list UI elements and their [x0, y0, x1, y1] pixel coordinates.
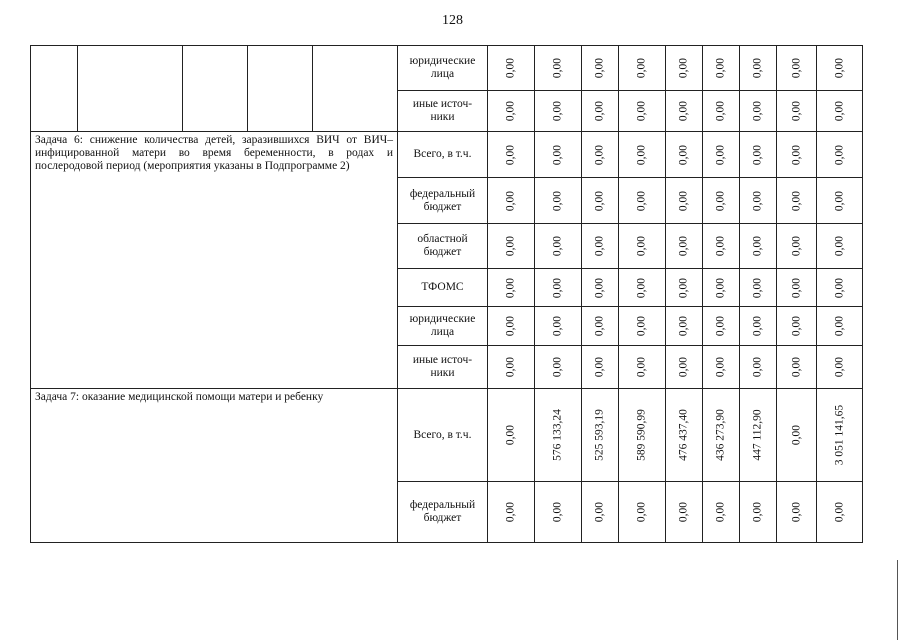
value-cell	[703, 224, 740, 269]
value-cell	[535, 224, 582, 269]
value-cell	[488, 389, 535, 482]
value-text: 589 590,99	[635, 409, 648, 461]
value-text: 0,00	[714, 235, 727, 257]
value-text: 0,00	[714, 277, 727, 298]
funding-source-cell: юридические лица	[398, 307, 488, 346]
funding-source-cell: иные источ-ники	[398, 91, 488, 132]
value-text: 0,00	[593, 57, 606, 79]
value-cell	[777, 132, 817, 178]
value-text: 0,00	[677, 100, 690, 122]
value-cell	[619, 178, 666, 224]
value-cell	[582, 132, 619, 178]
empty-cell	[183, 46, 248, 132]
task-6-title: Задача 6: снижение количества детей, заразившихся ВИЧ от ВИЧ–инфицированной матери во время беременности, в родах и послеродовой период (мероприятия указаны в Подпрограмме 2)	[31, 132, 398, 389]
value-text: 0,00	[790, 57, 802, 79]
value-text: 0,00	[635, 100, 648, 122]
value-cell	[619, 389, 666, 482]
table-row	[31, 46, 863, 91]
value-cell	[582, 46, 619, 91]
funding-source-cell: областной бюджет	[398, 224, 488, 269]
value-text: 0,00	[551, 57, 564, 79]
value-cell	[740, 482, 777, 543]
value-text: 0,00	[504, 144, 517, 165]
value-text: 0,00	[635, 277, 648, 298]
value-text: 0,00	[504, 501, 517, 523]
value-text: 0,00	[504, 57, 517, 79]
value-text: 0,00	[833, 356, 845, 378]
value-text: 0,00	[714, 501, 727, 523]
value-cell	[619, 132, 666, 178]
value-cell	[740, 346, 777, 389]
value-text: 0,00	[790, 356, 802, 378]
value-text: 0,00	[635, 235, 648, 257]
value-cell	[740, 132, 777, 178]
value-cell	[582, 482, 619, 543]
funding-source-cell: Всего, в т.ч.	[398, 389, 488, 482]
value-text: 0,00	[504, 424, 517, 446]
value-text: 0,00	[635, 315, 648, 337]
task-7-title: Задача 7: оказание медицинской помощи матери и ребенку	[31, 389, 398, 543]
scan-edge-line	[897, 560, 898, 640]
value-cell	[777, 307, 817, 346]
value-cell	[488, 46, 535, 91]
value-text: 3 051 141,65	[833, 404, 845, 466]
value-cell	[582, 91, 619, 132]
value-cell	[582, 178, 619, 224]
value-text: 476 437,40	[677, 409, 690, 461]
value-text: 0,00	[635, 144, 648, 165]
value-cell	[740, 46, 777, 91]
value-cell	[817, 224, 863, 269]
value-cell	[488, 307, 535, 346]
value-text: 0,00	[833, 57, 845, 79]
value-cell	[703, 346, 740, 389]
value-cell	[740, 178, 777, 224]
value-cell	[703, 389, 740, 482]
value-cell	[817, 389, 863, 482]
value-cell	[666, 482, 703, 543]
value-text: 0,00	[833, 315, 845, 337]
value-cell	[777, 269, 817, 307]
empty-cell	[248, 46, 313, 132]
value-text: 0,00	[790, 235, 802, 257]
value-text: 0,00	[593, 190, 606, 211]
value-text: 0,00	[593, 315, 606, 337]
value-text: 0,00	[593, 235, 606, 257]
value-text: 0,00	[751, 57, 764, 79]
value-cell	[619, 482, 666, 543]
value-text: 447 112,90	[751, 409, 764, 461]
table-row	[31, 132, 863, 178]
value-cell	[666, 132, 703, 178]
value-text: 0,00	[833, 235, 845, 257]
value-cell	[666, 224, 703, 269]
funding-source-cell: ТФОМС	[398, 269, 488, 307]
value-text: 0,00	[504, 235, 517, 257]
value-text: 0,00	[635, 501, 648, 523]
value-cell	[666, 389, 703, 482]
value-text: 0,00	[677, 356, 690, 378]
value-text: 525 593,19	[593, 409, 606, 461]
value-cell	[666, 307, 703, 346]
table-row	[31, 389, 863, 482]
value-cell	[817, 269, 863, 307]
value-text: 0,00	[714, 144, 727, 165]
value-cell	[535, 91, 582, 132]
value-text: 0,00	[833, 100, 845, 122]
value-cell	[666, 346, 703, 389]
value-text: 0,00	[751, 356, 764, 378]
value-text: 0,00	[677, 315, 690, 337]
value-text: 576 133,24	[551, 409, 564, 461]
value-text: 0,00	[751, 277, 764, 298]
value-cell	[777, 46, 817, 91]
value-text: 0,00	[677, 235, 690, 257]
value-cell	[703, 269, 740, 307]
value-text: 0,00	[714, 100, 727, 122]
value-text: 0,00	[504, 315, 517, 337]
empty-cell	[313, 46, 398, 132]
funding-source-cell: юридические лица	[398, 46, 488, 91]
value-text: 0,00	[714, 315, 727, 337]
value-text: 0,00	[551, 100, 564, 122]
value-text: 0,00	[593, 100, 606, 122]
value-cell	[703, 46, 740, 91]
budget-table	[30, 45, 863, 543]
value-text: 0,00	[551, 277, 564, 298]
value-text: 0,00	[751, 100, 764, 122]
value-cell	[535, 482, 582, 543]
value-cell	[777, 389, 817, 482]
value-text: 0,00	[677, 144, 690, 165]
value-text: 0,00	[593, 501, 606, 523]
value-cell	[703, 307, 740, 346]
value-text: 0,00	[790, 144, 802, 165]
value-cell	[703, 132, 740, 178]
value-cell	[817, 346, 863, 389]
value-cell	[817, 307, 863, 346]
value-text: 0,00	[677, 190, 690, 211]
value-cell	[817, 482, 863, 543]
value-text: 0,00	[551, 144, 564, 165]
value-cell	[619, 224, 666, 269]
funding-source-cell: Всего, в т.ч.	[398, 132, 488, 178]
value-text: 0,00	[551, 235, 564, 257]
value-text: 0,00	[714, 190, 727, 211]
value-cell	[666, 269, 703, 307]
value-cell	[740, 91, 777, 132]
value-text: 0,00	[751, 315, 764, 337]
empty-cell	[78, 46, 183, 132]
value-text: 0,00	[833, 190, 845, 211]
value-cell	[535, 346, 582, 389]
value-cell	[488, 178, 535, 224]
value-cell	[488, 91, 535, 132]
value-text: 0,00	[635, 57, 648, 79]
value-text: 0,00	[504, 356, 517, 378]
value-cell	[666, 178, 703, 224]
value-cell	[582, 389, 619, 482]
value-cell	[703, 482, 740, 543]
value-text: 0,00	[790, 190, 802, 211]
value-cell	[777, 91, 817, 132]
value-cell	[488, 269, 535, 307]
value-cell	[777, 224, 817, 269]
funding-source-cell: иные источ-ники	[398, 346, 488, 389]
value-text: 0,00	[714, 356, 727, 378]
value-text: 0,00	[790, 277, 802, 298]
value-text: 0,00	[635, 356, 648, 378]
value-cell	[619, 346, 666, 389]
value-text: 436 273,90	[714, 409, 727, 461]
funding-source-cell: федеральный бюджет	[398, 482, 488, 543]
value-text: 0,00	[790, 315, 802, 337]
value-text: 0,00	[551, 501, 564, 523]
value-cell	[817, 46, 863, 91]
value-cell	[535, 132, 582, 178]
value-text: 0,00	[593, 277, 606, 298]
value-cell	[488, 482, 535, 543]
value-cell	[488, 346, 535, 389]
value-cell	[740, 224, 777, 269]
value-text: 0,00	[751, 235, 764, 257]
value-cell	[488, 132, 535, 178]
value-cell	[777, 346, 817, 389]
funding-source-cell: федеральный бюджет	[398, 178, 488, 224]
value-cell	[582, 307, 619, 346]
value-cell	[666, 91, 703, 132]
value-cell	[740, 307, 777, 346]
value-cell	[619, 307, 666, 346]
value-cell	[817, 91, 863, 132]
value-text: 0,00	[551, 315, 564, 337]
value-text: 0,00	[833, 501, 845, 523]
value-cell	[740, 269, 777, 307]
value-text: 0,00	[833, 277, 845, 298]
value-text: 0,00	[593, 144, 606, 165]
value-cell	[535, 307, 582, 346]
value-text: 0,00	[504, 190, 517, 211]
page-number: 128	[442, 13, 463, 28]
value-text: 0,00	[790, 100, 802, 122]
value-cell	[535, 178, 582, 224]
value-text: 0,00	[677, 501, 690, 523]
value-cell	[703, 178, 740, 224]
value-cell	[777, 178, 817, 224]
value-cell	[535, 389, 582, 482]
value-text: 0,00	[751, 190, 764, 211]
empty-cell	[31, 46, 78, 132]
value-text: 0,00	[751, 501, 764, 523]
value-text: 0,00	[790, 501, 802, 523]
value-text: 0,00	[714, 57, 727, 79]
value-text: 0,00	[551, 356, 564, 378]
value-cell	[535, 46, 582, 91]
value-cell	[666, 46, 703, 91]
value-text: 0,00	[790, 424, 802, 446]
value-cell	[582, 346, 619, 389]
value-text: 0,00	[504, 100, 517, 122]
value-cell	[619, 46, 666, 91]
value-cell	[582, 269, 619, 307]
value-cell	[535, 269, 582, 307]
value-text: 0,00	[635, 190, 648, 211]
value-cell	[817, 178, 863, 224]
value-cell	[740, 389, 777, 482]
value-text: 0,00	[551, 190, 564, 211]
value-cell	[488, 224, 535, 269]
value-text: 0,00	[677, 57, 690, 79]
value-cell	[619, 269, 666, 307]
value-text: 0,00	[751, 144, 764, 165]
value-text: 0,00	[833, 144, 845, 165]
value-cell	[703, 91, 740, 132]
value-text: 0,00	[593, 356, 606, 378]
value-cell	[582, 224, 619, 269]
value-cell	[817, 132, 863, 178]
value-text: 0,00	[677, 277, 690, 298]
value-text: 0,00	[504, 277, 517, 298]
value-cell	[777, 482, 817, 543]
value-cell	[619, 91, 666, 132]
